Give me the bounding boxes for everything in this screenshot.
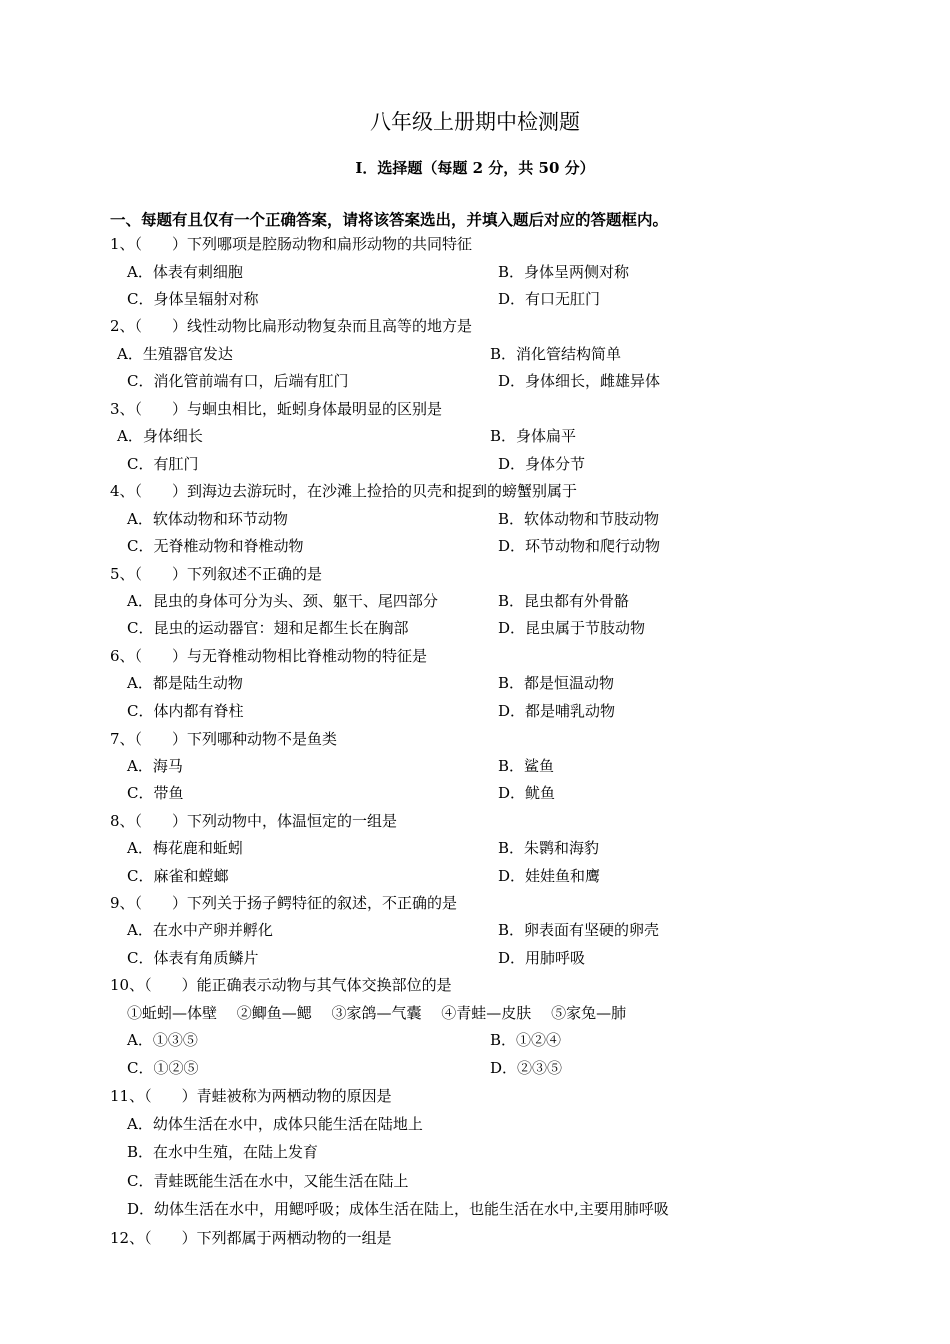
question-10-items: ①蚯蚓—体壁 ②鲫鱼—鳃 ③家鸽—气囊 ④青蛙—皮肤 ⑤家兔—肺	[127, 1004, 627, 1022]
question-5-option-b: B．昆虫都有外骨骼	[498, 592, 630, 610]
question-6-stem: 6、（ ）与无脊椎动物相比脊椎动物的特征是	[110, 647, 428, 665]
question-1-option-b: B．身体呈两侧对称	[498, 263, 630, 281]
question-3-option-c: C．有肛门	[127, 455, 199, 473]
question-5-option-d: D．昆虫属于节肢动物	[498, 619, 646, 637]
question-6-option-b: B．都是恒温动物	[498, 674, 615, 692]
question-7-option-a: A．海马	[127, 757, 183, 775]
question-7-option-d: D．鱿鱼	[498, 784, 556, 802]
question-7-stem: 7、（ ）下列哪种动物不是鱼类	[110, 730, 338, 748]
question-2-option-d: D．身体细长，雌雄异体	[498, 372, 661, 390]
question-3-option-d: D．身体分节	[498, 455, 586, 473]
question-11-option-d: D．幼体生活在水中，用鳃呼吸；成体生活在陆上，也能生活在水中,主要用肺呼吸	[127, 1200, 669, 1218]
question-10-option-b: B．①②④	[490, 1031, 562, 1049]
question-8-option-a: A．梅花鹿和蚯蚓	[127, 839, 243, 857]
question-2-stem: 2、（ ）线性动物比扁形动物复杂而且高等的地方是	[110, 317, 473, 335]
question-5-option-c: C．昆虫的运动器官：翅和足都生长在胸部	[127, 619, 409, 637]
question-4-option-b: B．软体动物和节肢动物	[498, 510, 660, 528]
section-instruction: 一、每题有且仅有一个正确答案，请将该答案选出，并填入题后对应的答题框内。	[110, 210, 669, 229]
question-2-option-c: C．消化管前端有口，后端有肛门	[127, 372, 349, 390]
question-1-option-a: A．体表有刺细胞	[127, 263, 243, 281]
question-10-stem: 10、（ ）能正确表示动物与其气体交换部位的是	[110, 976, 452, 994]
question-11-option-a: A．幼体生活在水中，成体只能生活在陆地上	[127, 1115, 423, 1133]
question-5-stem: 5、（ ）下列叙述不正确的是	[110, 565, 323, 583]
question-4-stem: 4、（ ）到海边去游玩时，在沙滩上捡拾的贝壳和捉到的螃蟹别属于	[110, 482, 578, 500]
question-8-stem: 8、（ ）下列动物中，体温恒定的一组是	[110, 812, 398, 830]
question-3-option-a: A．身体细长	[117, 427, 203, 445]
question-10-option-c: C．①②⑤	[127, 1059, 199, 1077]
question-6-option-c: C．体内都有脊柱	[127, 702, 244, 720]
question-12-stem: 12、（ ）下列都属于两栖动物的一组是	[110, 1229, 392, 1247]
question-2-option-a: A．生殖器官发达	[117, 345, 233, 363]
question-1-stem: 1、（ ）下列哪项是腔肠动物和扁形动物的共同特征	[110, 235, 473, 253]
question-6-option-d: D．都是哺乳动物	[498, 702, 616, 720]
question-9-option-d: D．用肺呼吸	[498, 949, 586, 967]
question-1-option-c: C．身体呈辐射对称	[127, 290, 259, 308]
question-4-option-a: A．软体动物和环节动物	[127, 510, 288, 528]
page-title: 八年级上册期中检测题	[370, 110, 580, 134]
question-9-option-b: B．卵表面有坚硬的卵壳	[498, 921, 660, 939]
question-8-option-b: B．朱鹮和海豹	[498, 839, 600, 857]
question-4-option-d: D．环节动物和爬行动物	[498, 537, 661, 555]
question-11-stem: 11、（ ）青蛙被称为两栖动物的原因是	[110, 1087, 392, 1105]
question-1-option-d: D．有口无肛门	[498, 290, 601, 308]
question-10-option-d: D．②③⑤	[490, 1059, 563, 1077]
question-9-option-a: A．在水中产卵并孵化	[127, 921, 273, 939]
question-3-stem: 3、（ ）与蛔虫相比，蚯蚓身体最明显的区别是	[110, 400, 443, 418]
question-7-option-b: B．鲨鱼	[498, 757, 555, 775]
question-8-option-d: D．娃娃鱼和鹰	[498, 867, 601, 885]
question-11-option-c: C．青蛙既能生活在水中，又能生活在陆上	[127, 1172, 409, 1190]
question-11-option-b: B．在水中生殖，在陆上发育	[127, 1143, 319, 1161]
question-8-option-c: C．麻雀和螳螂	[127, 867, 229, 885]
question-2-option-b: B．消化管结构简单	[490, 345, 622, 363]
section-subtitle: Ⅰ．选择题（每题 2 分，共 50 分）	[355, 159, 595, 177]
question-10-option-a: A．①③⑤	[127, 1031, 198, 1049]
question-6-option-a: A．都是陆生动物	[127, 674, 243, 692]
question-4-option-c: C．无脊椎动物和脊椎动物	[127, 537, 304, 555]
question-9-option-c: C．体表有角质鳞片	[127, 949, 259, 967]
question-7-option-c: C．带鱼	[127, 784, 184, 802]
question-5-option-a: A．昆虫的身体可分为头、颈、躯干、尾四部分	[127, 592, 438, 610]
question-3-option-b: B．身体扁平	[490, 427, 577, 445]
question-9-stem: 9、（ ）下列关于扬子鳄特征的叙述，不正确的是	[110, 894, 458, 912]
